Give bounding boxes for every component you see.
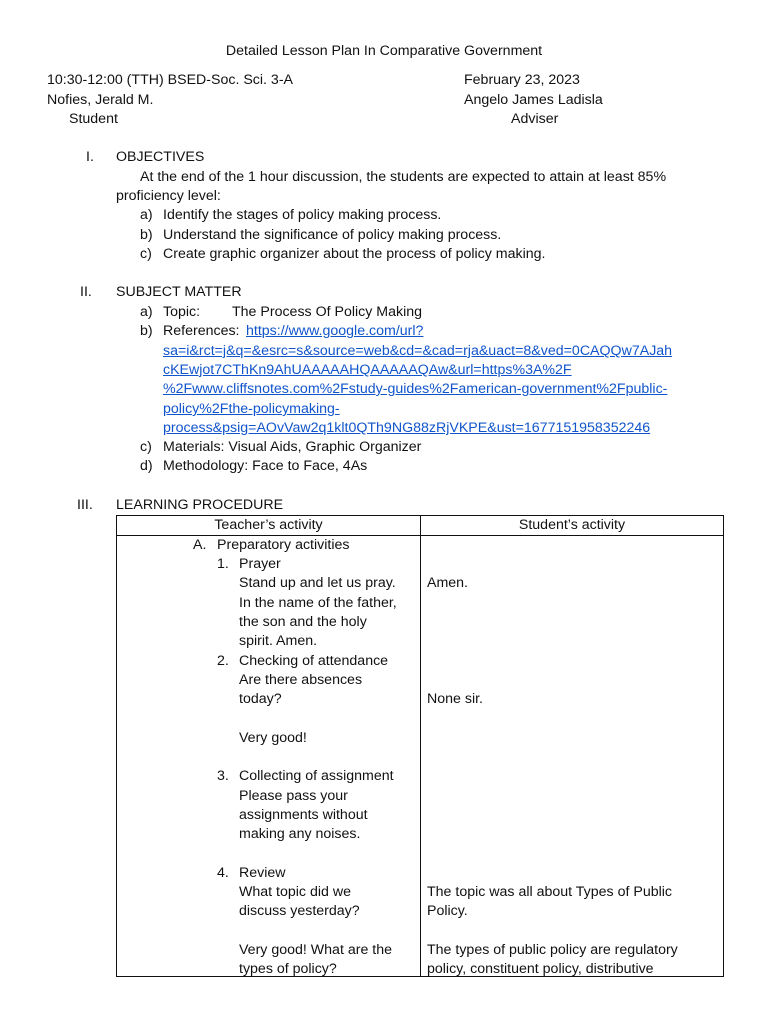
objective-item: Understand the significance of policy making process. <box>163 227 502 243</box>
reference-link[interactable]: %2Fwww.cliffsnotes.com%2Fstudy-guides%2Famerican-government%2Fpublic- <box>163 381 668 397</box>
reference-link[interactable]: sa=i&rct=j&q=&esrc=s&source=web&cd=&cad=rja&uact=8&ved=0CAQQw7AJah <box>163 343 673 359</box>
lesson-date: February 23, 2023 <box>464 72 580 88</box>
student-name: Nofies, Jerald M. <box>47 92 154 108</box>
list-marker: c) <box>140 439 152 455</box>
list-marker: a) <box>140 304 153 320</box>
teacher-line: discuss yesterday? <box>239 903 360 919</box>
section-numeral: I. <box>86 149 94 165</box>
reference-link[interactable]: process&psig=AOvVaw2q1klt0QTh9NG88zRjVKPE&ust=1677151958352246 <box>163 420 651 436</box>
student-response: Amen. <box>427 575 469 591</box>
materials-item: Materials: Visual Aids, Graphic Organizer <box>163 439 422 455</box>
teacher-line: the son and the holy <box>239 614 367 630</box>
objective-item: Identify the stages of policy making process. <box>163 207 442 223</box>
topic-value: The Process Of Policy Making <box>232 304 423 320</box>
teacher-line: Stand up and let us pray. <box>239 575 396 591</box>
section-numeral: III. <box>77 497 93 513</box>
step-title: Review <box>239 865 286 881</box>
student-response: policy, constituent policy, distributive <box>427 961 654 976</box>
step-number: 2. <box>217 653 229 669</box>
teacher-line: Please pass your <box>239 788 348 804</box>
list-marker: b) <box>140 323 153 339</box>
list-marker: d) <box>140 458 153 474</box>
reference-link[interactable]: policy%2Fthe-policymaking- <box>163 401 340 417</box>
step-number: 4. <box>217 865 229 881</box>
adviser-role: Adviser <box>511 111 559 127</box>
student-activity-cell <box>421 536 724 977</box>
teacher-line: What topic did we <box>239 884 351 900</box>
teacher-line: Are there absences <box>239 672 363 688</box>
procedure-table <box>116 515 724 977</box>
references-label: References: <box>163 323 240 339</box>
teacher-line: In the name of the father, <box>239 595 397 611</box>
teacher-activity-cell <box>117 536 421 977</box>
teacher-line: Very good! <box>239 730 307 746</box>
adviser-name: Angelo James Ladisla <box>464 92 603 108</box>
document-title: Detailed Lesson Plan In Comparative Government <box>225 43 543 59</box>
subject-matter-heading: SUBJECT MATTER <box>116 284 242 300</box>
step-title: Prayer <box>239 556 281 572</box>
topic-label: Topic: <box>163 304 201 320</box>
learning-procedure-heading: LEARNING PROCEDURE <box>116 497 284 513</box>
student-response: Policy. <box>427 903 468 919</box>
student-column-header: Student’s activity <box>421 516 724 536</box>
reference-link[interactable]: cKEwjot7CThKn9AhUAAAAAHQAAAAAQAw&url=https%3A%2F <box>163 362 572 378</box>
reference-link[interactable]: https://www.google.com/url? <box>246 323 424 339</box>
section-title: Preparatory activities <box>217 537 350 553</box>
step-title: Checking of attendance <box>239 653 389 669</box>
student-response: The types of public policy are regulatory <box>427 942 678 958</box>
step-number: 1. <box>217 556 229 572</box>
student-role: Student <box>69 111 118 127</box>
teacher-line: types of policy? <box>239 961 337 976</box>
objectives-heading: OBJECTIVES <box>116 149 205 165</box>
teacher-column-header: Teacher’s activity <box>117 516 421 536</box>
teacher-line: spirit. Amen. <box>239 633 318 649</box>
teacher-line: making any noises. <box>239 826 361 842</box>
objectives-intro-cont: proficiency level: <box>116 188 221 204</box>
list-marker: c) <box>140 246 152 262</box>
step-title: Collecting of assignment <box>239 768 394 784</box>
schedule-line: 10:30-12:00 (TTH) BSED-Soc. Sci. 3-A <box>47 72 294 88</box>
student-response: The topic was all about Types of Public <box>427 884 673 900</box>
teacher-line: assignments without <box>239 807 368 823</box>
teacher-line: Very good! What are the <box>239 942 392 958</box>
section-marker: A. <box>193 537 207 553</box>
step-number: 3. <box>217 768 229 784</box>
section-numeral: II. <box>80 284 92 300</box>
objective-item: Create graphic organizer about the process of policy making. <box>163 246 546 262</box>
list-marker: b) <box>140 227 153 243</box>
methodology-item: Methodology: Face to Face, 4As <box>163 458 368 474</box>
list-marker: a) <box>140 207 153 223</box>
objectives-intro: At the end of the 1 hour discussion, the students are expected to attain at least 85% <box>140 169 667 185</box>
student-response: None sir. <box>427 691 483 707</box>
teacher-line: today? <box>239 691 282 707</box>
